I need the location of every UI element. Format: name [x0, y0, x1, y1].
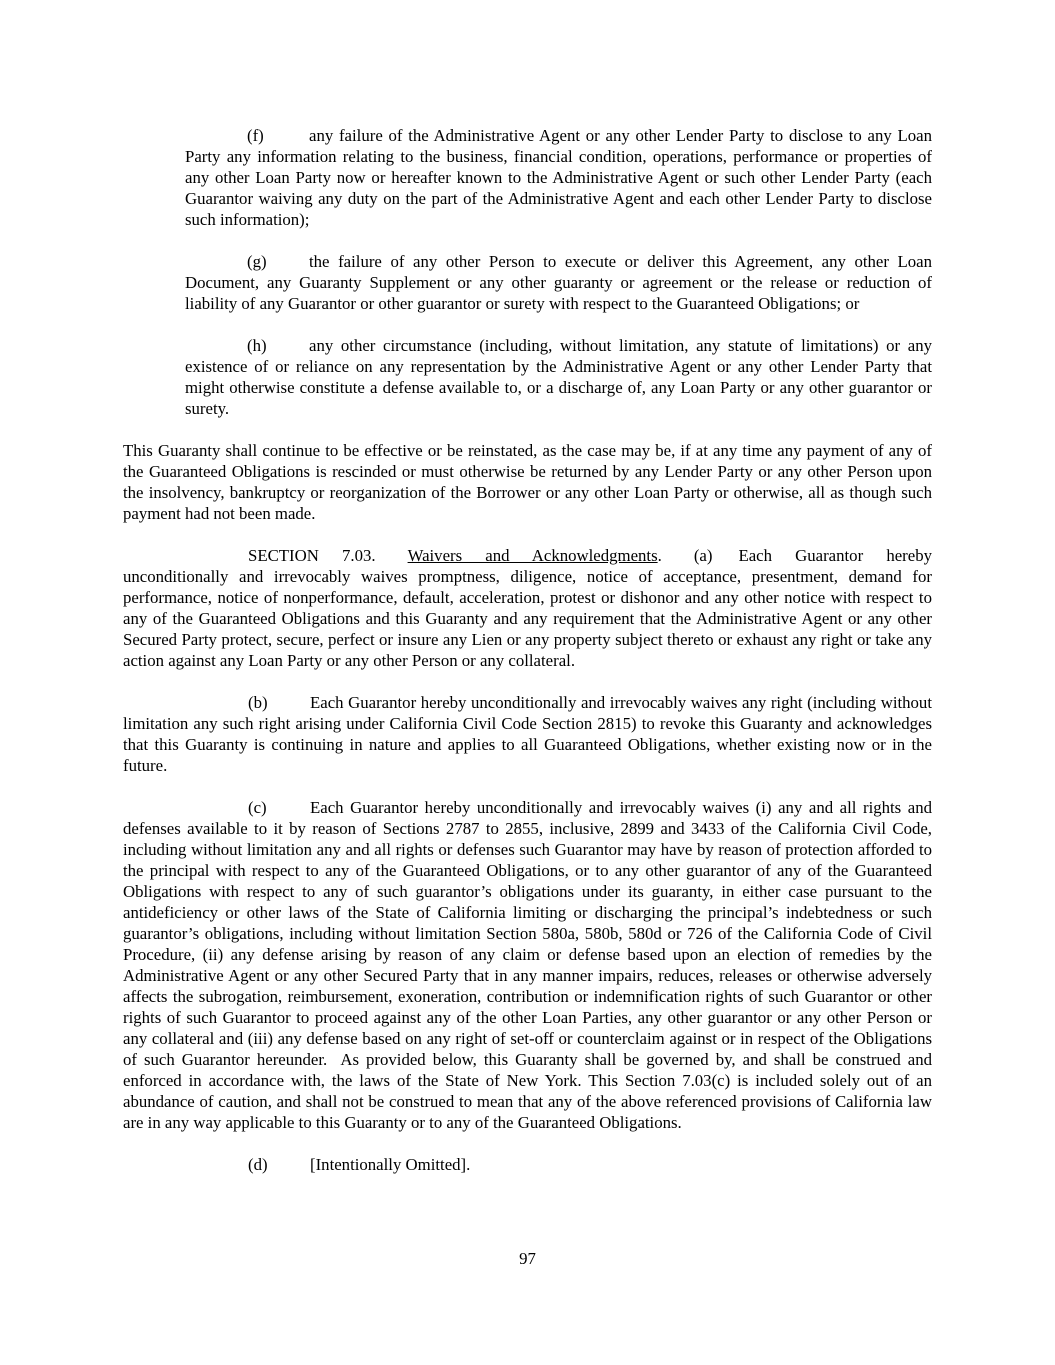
subsection-c-text: Each Guarantor hereby unconditionally and irrevocably waives (i) any and all rights and defenses available to it by reason of Sections 2787 to 2855, inclusive, 2899 and 3433 of the California Civil Code, including without limitation any and all rights or defenses such Guarantor may have by reason of protection afforded to the principal with respect to any of the Guaranteed Obligations, or to any other guarantor of any of the Guaranteed Obligations with respect to any of such guarantor’s obligations under its guaranty, in either case pursuant to the antideficiency or other laws of the State of California limiting or discharging the principal’s indebtedness or such guarantor’s obligations, including without limitation Section 580a, 580b, 580d or 726 of the California Code of Civil Procedure, (ii) any defense arising by reason of any claim or defense based upon an election of remedies by the Administrative Agent or any other Secured Party that in any manner impairs, reduces, releases or otherwise adversely affects the subrogation, reimbursement, exoneration, contribution or indemnification rights of such Guarantor or other rights of such Guarantor to proceed against any of the other Loan Parties, any other guarantor or any other Person or any collateral and (iii) any defense based on any right of set-off or counterclaim against or in respect of the Obligations of such Guarantor hereunder. As provided below, this Guaranty shall be governed by, and shall be construed and enforced in accordance with, the laws of the State of New York. This Section 7.03(c) is included solely out of an abundance of caution, and shall not be construed to mean that any of the above referenced provisions of California law are in any way applicable to this Guaranty or to any of the Guaranteed Obligations.	[123, 798, 932, 1132]
subsection-d-text: [Intentionally Omitted].	[310, 1155, 471, 1174]
subsection-d	[123, 1154, 932, 1175]
clause-g-text: the failure of any other Person to execute or deliver this Agreement, any other Loan Document, any Guaranty Supplement or any other guaranty or agreement or the release or reduction of liability of any Guarantor or other guarantor or surety with respect to the Guaranteed Obligations; or	[185, 252, 932, 313]
clause-f-text: any failure of the Administrative Agent or any other Lender Party to disclose to any Loan Party any information relating to the business, financial condition, operations, performance or properties of any other Loan Party now or hereafter known to the Administrative Agent or such other Lender Party (each Guarantor waiving any duty on the part of the Administrative Agent and each other Lender Party to disclose such information);	[185, 126, 932, 229]
section-title-period: .	[657, 546, 662, 565]
subsection-d-label: (d)	[248, 1155, 268, 1174]
clause-h-text: any other circumstance (including, without limitation, any statute of limitations) or any existence of or reliance on any representation by the Administrative Agent or any other Lender Party that might otherwise constitute a defense available to, or a discharge of, any Loan Party or any other guarantor or surety.	[185, 336, 932, 418]
clause-h-label: (h)	[247, 336, 267, 355]
subsection-c-label: (c)	[248, 798, 267, 817]
clause-f-label: (f)	[247, 126, 264, 145]
clause-f	[185, 125, 932, 230]
clause-h	[185, 335, 932, 419]
section-sub-label: (a)	[693, 546, 713, 565]
section-title: Waivers and Acknowledgments	[407, 546, 658, 565]
clause-g	[185, 251, 932, 314]
section-label: SECTION 7.03.	[248, 546, 376, 565]
page-number: 97	[519, 1249, 536, 1268]
continuation-paragraph: This Guaranty shall continue to be effective or be reinstated, as the case may be, if at any time any payment of any of the Guaranteed Obligations is rescinded or must otherwise be returned by any Lender Party or any other Person upon the insolvency, bankruptcy or reorganization of the Borrower or any other Loan Party or otherwise, all as though such payment had not been made.	[123, 441, 932, 523]
section-7-03-paragraph	[123, 545, 932, 671]
subsection-b	[123, 692, 932, 776]
subsection-c	[123, 797, 932, 1133]
subsection-b-text: Each Guarantor hereby unconditionally and irrevocably waives any right (including without limitation any such right arising under California Civil Code Section 2815) to revoke this Guaranty and acknowledges that this Guaranty is continuing in nature and applies to all Guaranteed Obligations, whether existing now or in the future.	[123, 693, 932, 775]
clause-g-label: (g)	[247, 252, 267, 271]
section-text: Each Guarantor hereby unconditionally and irrevocably waives promptness, diligence, notice of acceptance, presentment, demand for performance, notice of nonperformance, default, acceleration, protest or dishonor and any other notice with respect to any of the Guaranteed Obligations and this Guaranty and any requirement that the Administrative Agent or any other Secured Party protect, secure, perfect or insure any Lien or any property subject thereto or exhaust any right or take any action against any Loan Party or any other Person or any collateral.	[123, 546, 932, 670]
subsection-b-label: (b)	[248, 693, 268, 712]
